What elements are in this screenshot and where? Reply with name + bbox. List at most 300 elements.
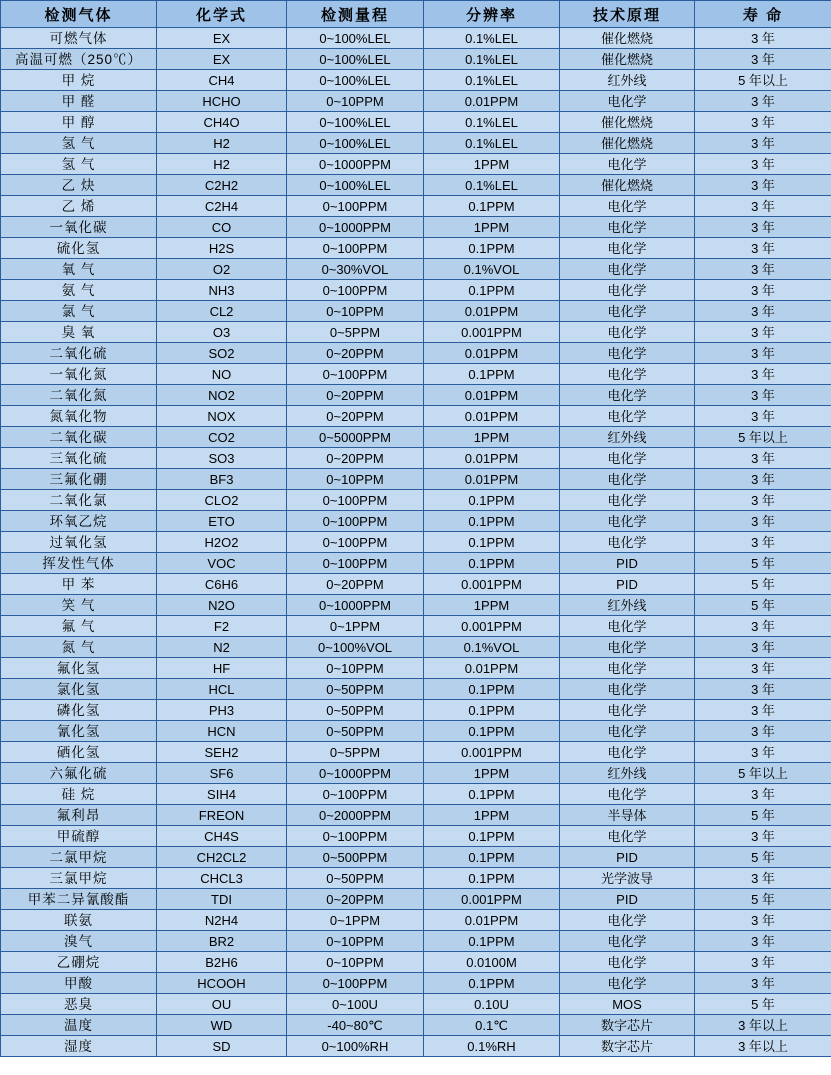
table-header-row [1,1,831,28]
cell-gas-name: 湿度 [1,1036,157,1057]
cell-life: 3 年 [695,406,831,427]
cell-range: 0~50PPM [287,700,424,721]
table-row [1,658,831,679]
table-row [1,910,831,931]
cell-principle: 电化学 [560,700,695,721]
cell-gas-name: 联氨 [1,910,157,931]
table-row [1,406,831,427]
table-row [1,217,831,238]
cell-formula: NH3 [157,280,287,301]
cell-resolution: 0.1PPM [424,511,560,532]
table-row [1,448,831,469]
cell-principle: 电化学 [560,280,695,301]
cell-formula: ETO [157,511,287,532]
cell-formula: SIH4 [157,784,287,805]
cell-gas-name: 氨 气 [1,280,157,301]
table-row [1,868,831,889]
table-row [1,637,831,658]
cell-gas-name: 氟利昂 [1,805,157,826]
cell-principle: 红外线 [560,427,695,448]
cell-life: 3 年 [695,658,831,679]
cell-gas-name: 一氧化氮 [1,364,157,385]
cell-range: 0~100PPM [287,784,424,805]
cell-gas-name: 甲 醛 [1,91,157,112]
cell-formula: SF6 [157,763,287,784]
cell-principle: PID [560,553,695,574]
table-row [1,700,831,721]
table-row [1,1036,831,1057]
cell-range: 0~100PPM [287,196,424,217]
cell-range: 0~20PPM [287,574,424,595]
table-row [1,91,831,112]
cell-life: 5 年以上 [695,763,831,784]
cell-gas-name: 环氧乙烷 [1,511,157,532]
cell-formula: NOX [157,406,287,427]
table-row [1,427,831,448]
cell-range: 0~100%LEL [287,70,424,91]
cell-gas-name: 挥发性气体 [1,553,157,574]
cell-principle: 催化燃烧 [560,175,695,196]
cell-range: 0~1000PPM [287,595,424,616]
cell-principle: 电化学 [560,448,695,469]
cell-resolution: 0.001PPM [424,616,560,637]
cell-gas-name: 氰化氢 [1,721,157,742]
cell-life: 3 年 [695,826,831,847]
cell-gas-name: 硫化氢 [1,238,157,259]
cell-principle: 电化学 [560,301,695,322]
cell-principle: 电化学 [560,973,695,994]
cell-formula: SO3 [157,448,287,469]
cell-resolution: 0.001PPM [424,742,560,763]
table-row [1,511,831,532]
cell-range: 0~10PPM [287,91,424,112]
cell-life: 3 年 [695,112,831,133]
cell-principle: 电化学 [560,637,695,658]
cell-life: 3 年 [695,868,831,889]
cell-range: 0~5000PPM [287,427,424,448]
cell-range: 0~10PPM [287,469,424,490]
table-row [1,721,831,742]
cell-life: 3 年 [695,133,831,154]
cell-gas-name: 氢 气 [1,133,157,154]
column-header-principle: 技术原理 [560,1,695,28]
cell-life: 3 年 [695,742,831,763]
cell-gas-name: 甲 苯 [1,574,157,595]
table-body [1,28,831,1057]
cell-formula: CHCL3 [157,868,287,889]
cell-principle: 光学波导 [560,868,695,889]
cell-formula: BF3 [157,469,287,490]
cell-life: 3 年 [695,301,831,322]
cell-resolution: 0.1PPM [424,679,560,700]
cell-formula: FREON [157,805,287,826]
cell-range: 0~500PPM [287,847,424,868]
cell-principle: 电化学 [560,616,695,637]
cell-life: 3 年 [695,259,831,280]
cell-gas-name: 甲 烷 [1,70,157,91]
cell-range: 0~100PPM [287,826,424,847]
table-row [1,805,831,826]
cell-resolution: 0.1PPM [424,532,560,553]
cell-resolution: 0.1%LEL [424,49,560,70]
cell-principle: 红外线 [560,763,695,784]
cell-life: 3 年 [695,217,831,238]
cell-resolution: 0.01PPM [424,658,560,679]
cell-resolution: 0.1PPM [424,364,560,385]
cell-gas-name: 一氧化碳 [1,217,157,238]
cell-formula: F2 [157,616,287,637]
cell-life: 5 年 [695,847,831,868]
cell-formula: SEH2 [157,742,287,763]
cell-gas-name: 乙硼烷 [1,952,157,973]
cell-range: 0~100PPM [287,553,424,574]
table-row [1,784,831,805]
cell-gas-name: 氟 气 [1,616,157,637]
cell-gas-name: 氧 气 [1,259,157,280]
table-row [1,973,831,994]
cell-range: 0~100PPM [287,364,424,385]
cell-resolution: 0.1PPM [424,973,560,994]
cell-formula: BR2 [157,931,287,952]
cell-resolution: 1PPM [424,805,560,826]
cell-gas-name: 氮 气 [1,637,157,658]
table-row [1,994,831,1015]
column-header-formula: 化学式 [157,1,287,28]
cell-life: 3 年 [695,679,831,700]
cell-gas-name: 氟化氢 [1,658,157,679]
cell-principle: 催化燃烧 [560,28,695,49]
cell-gas-name: 过氧化氢 [1,532,157,553]
cell-resolution: 1PPM [424,595,560,616]
cell-principle: 催化燃烧 [560,133,695,154]
cell-principle: 电化学 [560,784,695,805]
cell-formula: H2 [157,133,287,154]
cell-range: 0~20PPM [287,343,424,364]
cell-resolution: 0.1%LEL [424,175,560,196]
cell-resolution: 0.1PPM [424,553,560,574]
cell-gas-name: 高温可燃（250℃） [1,49,157,70]
cell-gas-name: 二氯甲烷 [1,847,157,868]
cell-range: 0~100PPM [287,490,424,511]
cell-life: 3 年 [695,448,831,469]
cell-life: 3 年 [695,952,831,973]
cell-life: 3 年 [695,280,831,301]
cell-life: 3 年 [695,511,831,532]
cell-resolution: 0.1%VOL [424,637,560,658]
column-header-life: 寿 命 [695,1,831,28]
cell-principle: 电化学 [560,952,695,973]
cell-formula: CH4O [157,112,287,133]
cell-life: 3 年 [695,931,831,952]
cell-gas-name: 氢 气 [1,154,157,175]
table-row [1,952,831,973]
cell-formula: NO [157,364,287,385]
cell-gas-name: 二氧化氯 [1,490,157,511]
cell-gas-name: 氮氧化物 [1,406,157,427]
table-row [1,1015,831,1036]
cell-range: 0~50PPM [287,868,424,889]
cell-gas-name: 笑 气 [1,595,157,616]
cell-resolution: 0.1PPM [424,931,560,952]
cell-principle: 红外线 [560,70,695,91]
cell-formula: C2H2 [157,175,287,196]
cell-principle: 数字芯片 [560,1015,695,1036]
cell-life: 3 年 [695,721,831,742]
cell-range: 0~1000PPM [287,763,424,784]
cell-resolution: 1PPM [424,427,560,448]
cell-resolution: 1PPM [424,217,560,238]
cell-range: 0~20PPM [287,889,424,910]
column-header-gas: 检测气体 [1,1,157,28]
cell-principle: PID [560,847,695,868]
table-row [1,889,831,910]
cell-principle: 数字芯片 [560,1036,695,1057]
cell-formula: O2 [157,259,287,280]
cell-range: 0~10PPM [287,301,424,322]
table-row [1,826,831,847]
cell-formula: OU [157,994,287,1015]
cell-gas-name: 氯化氢 [1,679,157,700]
table-row [1,112,831,133]
cell-gas-name: 甲 醇 [1,112,157,133]
cell-resolution: 0.1PPM [424,784,560,805]
table-row [1,28,831,49]
table-row [1,133,831,154]
cell-principle: 电化学 [560,511,695,532]
cell-gas-name: 二氧化硫 [1,343,157,364]
cell-life: 3 年 [695,469,831,490]
cell-formula: TDI [157,889,287,910]
cell-principle: 电化学 [560,196,695,217]
cell-formula: N2O [157,595,287,616]
cell-resolution: 0.1%VOL [424,259,560,280]
cell-life: 3 年 [695,490,831,511]
cell-life: 3 年 [695,154,831,175]
cell-formula: CL2 [157,301,287,322]
cell-resolution: 0.01PPM [424,385,560,406]
cell-resolution: 0.1%LEL [424,28,560,49]
cell-gas-name: 甲酸 [1,973,157,994]
table-row [1,259,831,280]
cell-life: 5 年 [695,574,831,595]
cell-life: 3 年 [695,49,831,70]
cell-resolution: 1PPM [424,763,560,784]
cell-life: 5 年 [695,889,831,910]
cell-gas-name: 乙 炔 [1,175,157,196]
cell-formula: C6H6 [157,574,287,595]
cell-principle: 半导体 [560,805,695,826]
cell-formula: HF [157,658,287,679]
cell-formula: SD [157,1036,287,1057]
cell-resolution: 0.01PPM [424,910,560,931]
cell-gas-name: 二氧化氮 [1,385,157,406]
table-row [1,679,831,700]
table-row [1,175,831,196]
cell-life: 5 年以上 [695,427,831,448]
cell-formula: H2O2 [157,532,287,553]
cell-principle: 电化学 [560,154,695,175]
cell-formula: CO2 [157,427,287,448]
cell-resolution: 0.1PPM [424,280,560,301]
cell-range: 0~100PPM [287,511,424,532]
table-row [1,490,831,511]
table-row [1,343,831,364]
cell-gas-name: 三氟化硼 [1,469,157,490]
cell-range: 0~100PPM [287,973,424,994]
cell-formula: N2H4 [157,910,287,931]
cell-life: 5 年 [695,553,831,574]
table-row [1,49,831,70]
cell-principle: 电化学 [560,343,695,364]
cell-life: 3 年以上 [695,1036,831,1057]
cell-resolution: 0.1PPM [424,238,560,259]
table-row [1,70,831,91]
cell-range: 0~100%LEL [287,28,424,49]
cell-life: 3 年 [695,28,831,49]
cell-life: 3 年 [695,532,831,553]
cell-principle: 电化学 [560,679,695,700]
cell-gas-name: 温度 [1,1015,157,1036]
cell-gas-name: 乙 烯 [1,196,157,217]
cell-formula: HCOOH [157,973,287,994]
cell-range: 0~1000PPM [287,154,424,175]
cell-life: 3 年 [695,238,831,259]
cell-life: 3 年 [695,616,831,637]
cell-life: 5 年 [695,994,831,1015]
cell-range: 0~10PPM [287,931,424,952]
cell-life: 3 年 [695,364,831,385]
table-row [1,763,831,784]
cell-formula: NO2 [157,385,287,406]
cell-range: 0~20PPM [287,385,424,406]
cell-range: 0~30%VOL [287,259,424,280]
cell-formula: HCHO [157,91,287,112]
cell-formula: CH4S [157,826,287,847]
cell-principle: 电化学 [560,826,695,847]
cell-principle: 电化学 [560,721,695,742]
cell-range: 0~20PPM [287,448,424,469]
cell-formula: O3 [157,322,287,343]
cell-resolution: 0.01PPM [424,91,560,112]
cell-gas-name: 氯 气 [1,301,157,322]
cell-formula: B2H6 [157,952,287,973]
cell-formula: CO [157,217,287,238]
cell-gas-name: 三氯甲烷 [1,868,157,889]
table-header [1,1,831,28]
cell-range: -40~80℃ [287,1015,424,1036]
cell-gas-name: 三氧化硫 [1,448,157,469]
cell-principle: PID [560,574,695,595]
cell-resolution: 0.1PPM [424,826,560,847]
table-row [1,385,831,406]
cell-principle: 电化学 [560,259,695,280]
cell-range: 0~100%LEL [287,49,424,70]
cell-resolution: 0.001PPM [424,574,560,595]
cell-gas-name: 恶臭 [1,994,157,1015]
table-row [1,322,831,343]
cell-principle: 电化学 [560,238,695,259]
cell-resolution: 0.1%LEL [424,133,560,154]
cell-formula: SO2 [157,343,287,364]
table-row [1,553,831,574]
cell-range: 0~1PPM [287,616,424,637]
cell-gas-name: 可燃气体 [1,28,157,49]
cell-principle: 电化学 [560,322,695,343]
cell-resolution: 0.01PPM [424,301,560,322]
cell-formula: CH2CL2 [157,847,287,868]
cell-resolution: 0.0100M [424,952,560,973]
cell-resolution: 0.01PPM [424,406,560,427]
table-row [1,574,831,595]
cell-life: 3 年 [695,175,831,196]
cell-range: 0~100%LEL [287,112,424,133]
cell-range: 0~100U [287,994,424,1015]
table-row [1,595,831,616]
cell-gas-name: 臭 氧 [1,322,157,343]
table-row [1,280,831,301]
cell-life: 3 年 [695,784,831,805]
cell-principle: PID [560,889,695,910]
cell-life: 3 年 [695,196,831,217]
cell-range: 0~2000PPM [287,805,424,826]
cell-formula: HCN [157,721,287,742]
cell-gas-name: 硅 烷 [1,784,157,805]
cell-resolution: 0.1PPM [424,847,560,868]
cell-life: 3 年 [695,385,831,406]
cell-gas-name: 溴气 [1,931,157,952]
cell-gas-name: 甲硫醇 [1,826,157,847]
cell-principle: 红外线 [560,595,695,616]
cell-resolution: 1PPM [424,154,560,175]
cell-range: 0~100PPM [287,280,424,301]
cell-resolution: 0.1PPM [424,868,560,889]
table-row [1,238,831,259]
cell-resolution: 0.01PPM [424,469,560,490]
cell-formula: HCL [157,679,287,700]
table-row [1,196,831,217]
cell-range: 0~5PPM [287,322,424,343]
cell-principle: 电化学 [560,532,695,553]
cell-range: 0~100PPM [287,532,424,553]
cell-range: 0~1000PPM [287,217,424,238]
cell-principle: MOS [560,994,695,1015]
cell-gas-name: 六氟化硫 [1,763,157,784]
cell-resolution: 0.1%LEL [424,112,560,133]
cell-formula: EX [157,28,287,49]
cell-life: 5 年 [695,805,831,826]
cell-principle: 电化学 [560,91,695,112]
cell-life: 3 年 [695,322,831,343]
cell-range: 0~50PPM [287,679,424,700]
cell-principle: 电化学 [560,385,695,406]
cell-resolution: 0.1℃ [424,1015,560,1036]
cell-formula: H2 [157,154,287,175]
cell-formula: CH4 [157,70,287,91]
cell-life: 5 年 [695,595,831,616]
cell-resolution: 0.001PPM [424,322,560,343]
cell-life: 3 年 [695,343,831,364]
cell-resolution: 0.1PPM [424,700,560,721]
table-row [1,931,831,952]
table-row [1,364,831,385]
cell-formula: WD [157,1015,287,1036]
cell-range: 0~10PPM [287,952,424,973]
cell-resolution: 0.1PPM [424,490,560,511]
cell-life: 3 年 [695,91,831,112]
cell-resolution: 0.1%LEL [424,70,560,91]
cell-range: 0~5PPM [287,742,424,763]
cell-range: 0~100%VOL [287,637,424,658]
